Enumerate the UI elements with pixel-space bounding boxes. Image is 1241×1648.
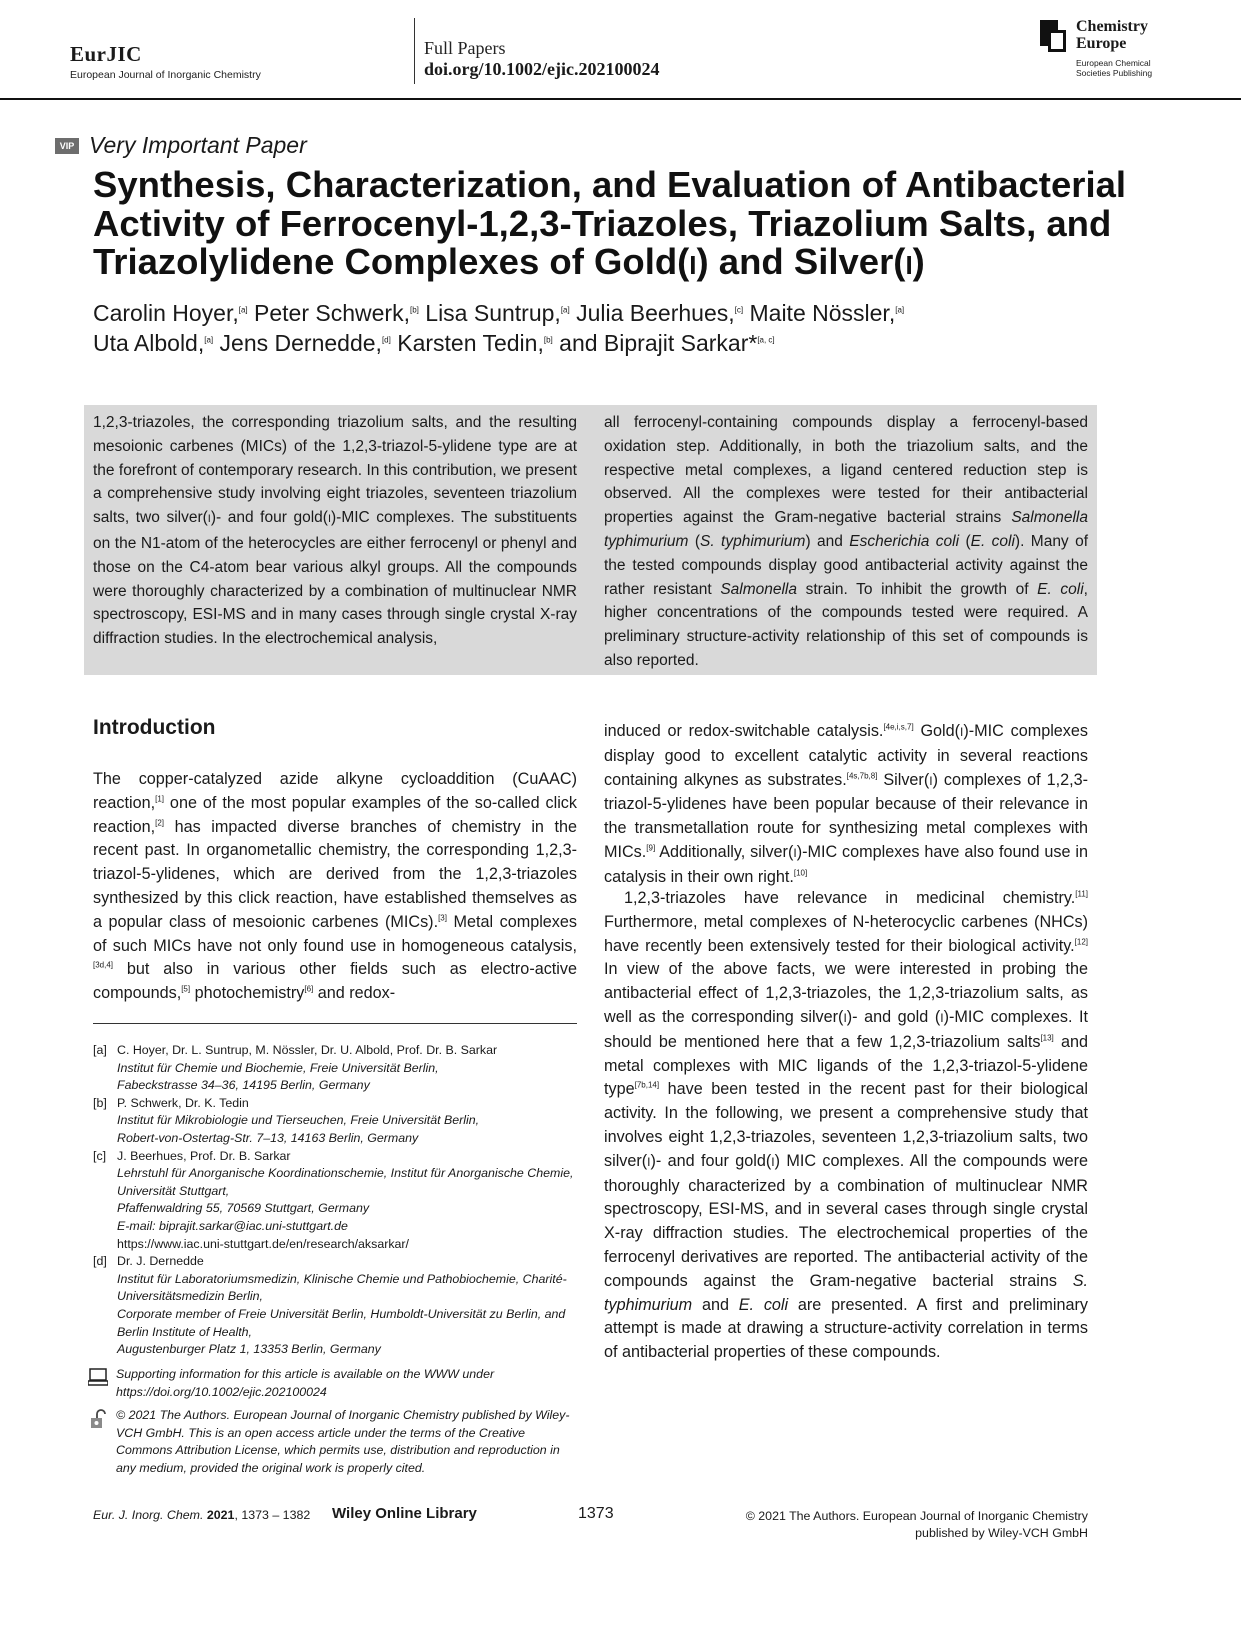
author: Karsten Tedin, — [397, 330, 544, 356]
affiliations — [93, 1042, 577, 1359]
vip-text: Very Important Paper — [89, 132, 307, 158]
page-number: 1373 — [578, 1505, 614, 1522]
computer-icon — [88, 1368, 108, 1392]
chemistry-europe-logo — [1040, 18, 1180, 82]
abstract-box — [84, 405, 1097, 675]
supporting-info-note: Supporting information for this article is available on the WWW under https://doi.org/10.1002/ejic.202100024 — [88, 1366, 578, 1401]
author: Lisa Suntrup, — [425, 300, 561, 326]
abstract-left-column: 1,2,3-triazoles, the corresponding triazolium salts, and the resulting mesoionic carbenes (MICs) of the 1,2,3-triazol-5-ylidene type are at the forefront of contemporary research. In this contribution, we present a comprehensive study involving eight triazoles, seventeen triazolium salts, two silver(I)- and four gold(I)-MIC complexes. The substituents on the N1-atom of the heterocycles are either ferrocenyl or phenyl and those on the C4-atom bear various alkyl groups. All the compounds were thoroughly characterized by a combination of multinuclear NMR spectroscopy, ESI-MS and in many cases through single crystal X-ray diffraction studies. In the electrochemical analysis, — [93, 414, 577, 648]
header-rule — [0, 98, 1241, 100]
group-url[interactable]: https://www.iac.uni-stuttgart.de/en/research/aksarkar/ — [117, 1236, 409, 1251]
license-note: © 2021 The Authors. European Journal of Inorganic Chemistry published by Wiley-VCH GmbH. This is an open access article under the terms of the Creative Commons Attribution License, which permits use, distribution and reproduction in any medium, provided the original work is properly cited. — [88, 1407, 578, 1477]
journal-masthead — [70, 42, 261, 81]
publisher-sub1: European Chemical — [1076, 58, 1151, 68]
affiliation-b: [b] P. Schwerk, Dr. K. Tedin Institut für Mikrobiologie und Tierseuchen, Freie Universität Berlin, Robert-von-Ostertag-Str. 7–13, 14163 Berlin, Germany — [93, 1095, 480, 1145]
introduction-heading: Introduction — [93, 716, 216, 739]
author-line-2: Uta Albold,[a] Jens Dernedde,[d] Karsten Tedin,[b] and Biprajit Sarkar*[a, c] — [93, 330, 775, 356]
vip-badge-icon: VIP — [55, 138, 79, 154]
author-line-1: Carolin Hoyer,[a] Peter Schwerk,[b] Lisa Suntrup,[a] Julia Beerhues,[c] Maite Nössler,[a] — [93, 300, 905, 326]
chemistry-europe-logo-icon — [1040, 20, 1070, 52]
intro-paragraph-2: 1,2,3-triazoles have relevance in medicinal chemistry.[11] Furthermore, metal complexes of N-heterocyclic carbenes (NHCs) have recently been extensively tested for their biological activity.[12] In view of the above facts, we were interested in probing the antibacterial effect of 1,2,3-triazoles, the 1,2,3-triazolium salts, as well as the corresponding silver(I)- and gold (I)-MIC complexes. It should be mentioned here that a few 1,2,3-triazolium salts[13] and metal complexes with MIC ligands of the 1,2,3-triazol-5-ylidene type[7b,14] have been tested in the recent past for their biological activity. In the following, we present a comprehensive study that involves eight 1,2,3-triazoles, seventeen 1,2,3-triazolium salts, two silver(I)- and four gold(I) MIC complexes. All the compounds were thoroughly characterized by a combination of multinuclear NMR spectroscopy, ESI-MS, and in several cases through single crystal X-ray diffraction studies. The electrochemical properties of the ferrocenyl derivatives are reported. The antibacterial activity of the compounds against the Gram-negative bacterial strains S. typhimurium and E. coli are presented. A first and preliminary attempt is made at drawing a structure-activity correlation in terms of antibacterial properties of these compounds. — [604, 889, 1088, 1362]
author: Maite Nössler, — [749, 300, 896, 326]
author: Jens Dernedde, — [219, 330, 382, 356]
intro-paragraph-1-continued: induced or redox-switchable catalysis.[4e,i,s,7] Gold(I)-MIC complexes display good to excellent catalytic activity in several reactions containing alkynes as substrates.[4s,7b,8] Silver(I) complexes of 1,2,3-triazol-5-ylidenes have been popular because of their relevance in the transmetallation route for synthesizing metal complexes with MICs.[9] Additionally, silver(I)-MIC complexes have also found use in catalysis in their own right.[10] — [604, 722, 1088, 886]
abstract-right-column: all ferrocenyl-containing compounds display a ferrocenyl-based oxidation step. Additionally, in both the triazolium salts, and the respective metal complexes, a ligand centered reduction step is observed. All the complexes were tested for their antibacterial properties against the Gram-negative bacterial strains Salmonella typhimurium (S. typhimurium) and Escherichia coli (E. coli). Many of the tested compounds display good antibacterial activity against the rather resistant Salmonella strain. To inhibit the growth of E. coli, higher concentrations of the compounds tested were required. A preliminary structure-activity relationship of this set of compounds is also reported. — [604, 414, 1089, 669]
vip-label — [55, 132, 307, 159]
author: Carolin Hoyer, — [93, 300, 239, 326]
title-line-1: Synthesis, Characterization, and Evaluation of Antibacterial — [93, 164, 1127, 205]
journal-full-name: European Journal of Inorganic Chemistry — [70, 69, 261, 81]
article-title — [93, 166, 1153, 285]
author: Uta Albold, — [93, 330, 205, 356]
publisher-line2: Europe — [1076, 35, 1127, 52]
affiliation-a: [a] C. Hoyer, Dr. L. Suntrup, M. Nössler, Dr. U. Albold, Prof. Dr. B. Sarkar Institut für Chemie und Biochemie, Freie Universität Berlin, Fabeckstrasse 34–36, 14195 Berlin, Germany — [93, 1043, 498, 1093]
intro-paragraph-1: The copper-catalyzed azide alkyne cycloaddition (CuAAC) reaction,[1] one of the most popular examples of the so-called click reaction,[2] has impacted diverse branches of chemistry in the recent past. In organometallic chemistry, the corresponding 1,2,3-triazol-5-ylidenes, which are derived from the 1,2,3-triazoles synthesized by this click reaction, have established themselves as a popular class of mesoionic carbenes (MICs).[3] Metal complexes of such MICs have not only found use in homogeneous catalysis,[3d,4] but also in various other fields such as electro-active compounds,[5] photochemistry[6] and redox- — [93, 770, 577, 1003]
title-line-2: Activity of Ferrocenyl-1,2,3-Triazoles, Triazolium Salts, and — [93, 202, 1112, 244]
publisher-sub2: Societies Publishing — [1076, 68, 1153, 78]
affiliation-d: [d] Dr. J. Dernedde Institut für Laboratoriumsmedizin, Klinische Chemie und Pathobiochemie, Charité-Universitätsmedizin Berlin, Corporate member of Freie Universität Berlin, Humboldt-Universität zu Berlin, and Berlin Institute of Health, Augustenburger Platz 1, 13353 Berlin, Germany — [93, 1254, 567, 1357]
wiley-online-library-link[interactable]: Wiley Online Library — [332, 1505, 477, 1522]
publisher-line1: Chemistry — [1076, 18, 1148, 35]
header-divider — [414, 18, 415, 84]
affiliation-c: [c] J. Beerhues, Prof. Dr. B. Sarkar Lehrstuhl für Anorganische Koordinationschemie, Institut für Anorganische Chemie, Universität Stuttgart, Pfaffenwaldring 55, 70569 Stuttgart, Germany E-mail: biprajit.sarkar@iac.uni-stuttgart.de https://www.iac.uni-stuttgart.de/en/research/aksarkar/ — [93, 1148, 577, 1254]
doi-link[interactable]: doi.org/10.1002/ejic.202100024 — [424, 59, 660, 79]
title-line-3: Triazolylidene Complexes of Gold(I) and Silver(I) — [93, 241, 925, 282]
author-list — [93, 298, 1153, 358]
journal-abbreviation: EurJIC — [70, 42, 142, 66]
author: Julia Beerhues, — [576, 300, 735, 326]
article-section: Full Papers — [424, 38, 506, 58]
author: and Biprajit Sarkar* — [559, 330, 758, 356]
footer-citation: Eur. J. Inorg. Chem. 2021, 1373 – 1382 — [93, 1508, 311, 1522]
author: Peter Schwerk, — [254, 300, 410, 326]
footnote-rule — [93, 1023, 577, 1024]
footer-copyright: © 2021 The Authors. European Journal of Inorganic Chemistry published by Wiley-VCH GmbH — [745, 1509, 1088, 1540]
article-notes — [88, 1366, 578, 1484]
article-type-block — [424, 38, 659, 80]
corresponding-email: E-mail: biprajit.sarkar@iac.uni-stuttgart.de — [117, 1218, 348, 1233]
open-access-lock-icon — [88, 1409, 108, 1435]
